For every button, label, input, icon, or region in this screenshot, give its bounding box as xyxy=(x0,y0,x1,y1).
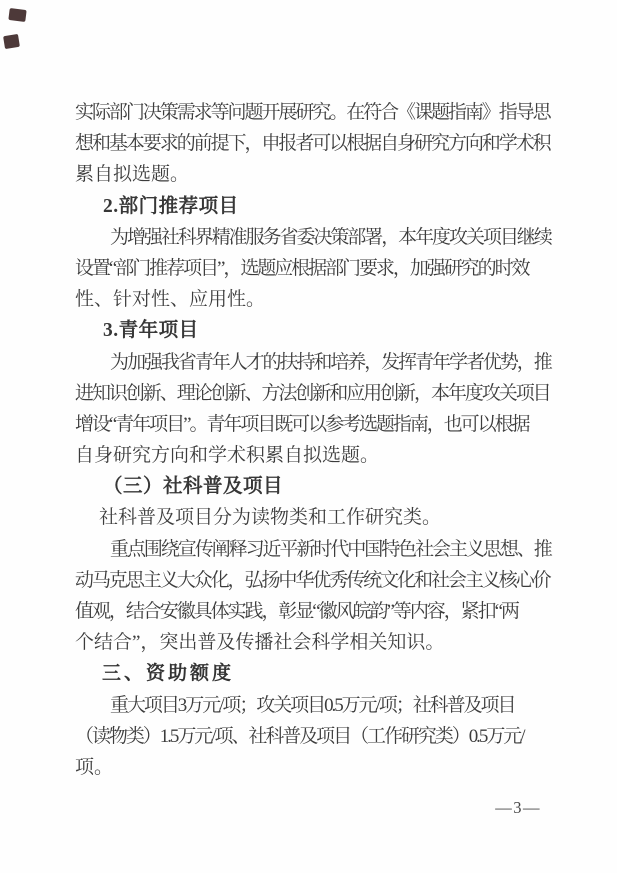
text-line: 社科普及项目分为读物类和工作研究类。 xyxy=(99,507,442,529)
text-line: 重大项目3万元/项；攻关项目0.5万元/项；社科普及项目 xyxy=(110,694,515,716)
heading-department-recommended-projects: 2.部门推荐项目 xyxy=(103,195,239,217)
text-line: 设置“部门推荐项目”，选题应根据部门要求，加强研究的时效 xyxy=(75,257,529,279)
scan-ink-mark-2 xyxy=(3,34,20,49)
text-line: 个结合”，突出普及传播社会科学相关知识。 xyxy=(75,632,445,654)
text-line: 想和基本要求的前提下，申报者可以根据自身研究方向和学术积 xyxy=(75,133,550,155)
heading-funding-amount: 三、资助额度 xyxy=(102,663,235,685)
text-line: 重点围绕宣传阐释习近平新时代中国特色社会主义思想、推 xyxy=(110,538,551,560)
heading-youth-projects: 3.青年项目 xyxy=(103,320,199,342)
text-line: 实际部门决策需求等问题开展研究。在符合《课题指南》指导思 xyxy=(75,102,550,123)
text-line: 累自拟选题。 xyxy=(75,164,190,186)
text-line: 值观，结合安徽具体实践，彰显“徽风皖韵”等内容，紧扣“两 xyxy=(75,601,518,622)
scan-ink-mark-1 xyxy=(8,8,26,22)
page-number: —3— xyxy=(495,798,541,817)
text-line: 为加强我省青年人才的扶持和培养，发挥青年学者优势，推 xyxy=(110,351,551,373)
text-line: 项。 xyxy=(75,756,114,778)
text-line: 动马克思主义大众化，弘扬中华优秀传统文化和社会主义核心价 xyxy=(75,569,550,591)
heading-social-science-popularization: （三）社科普及项目 xyxy=(103,476,284,498)
document-body xyxy=(75,97,554,783)
text-line: （读物类）1.5万元/项、社科普及项目（工作研究类）0.5万元/ xyxy=(75,725,524,747)
text-line: 增设“青年项目”。青年项目既可以参考选题指南，也可以根据 xyxy=(75,413,529,435)
text-line: 进知识创新、理论创新、方法创新和应用创新，本年度攻关项目 xyxy=(75,382,550,404)
text-line: 性、针对性、应用性。 xyxy=(75,289,266,311)
text-line: 为增强社科界精准服务省委决策部署，本年度攻关项目继续 xyxy=(110,226,551,248)
text-line: 自身研究方向和学术积累自拟选题。 xyxy=(75,445,380,467)
